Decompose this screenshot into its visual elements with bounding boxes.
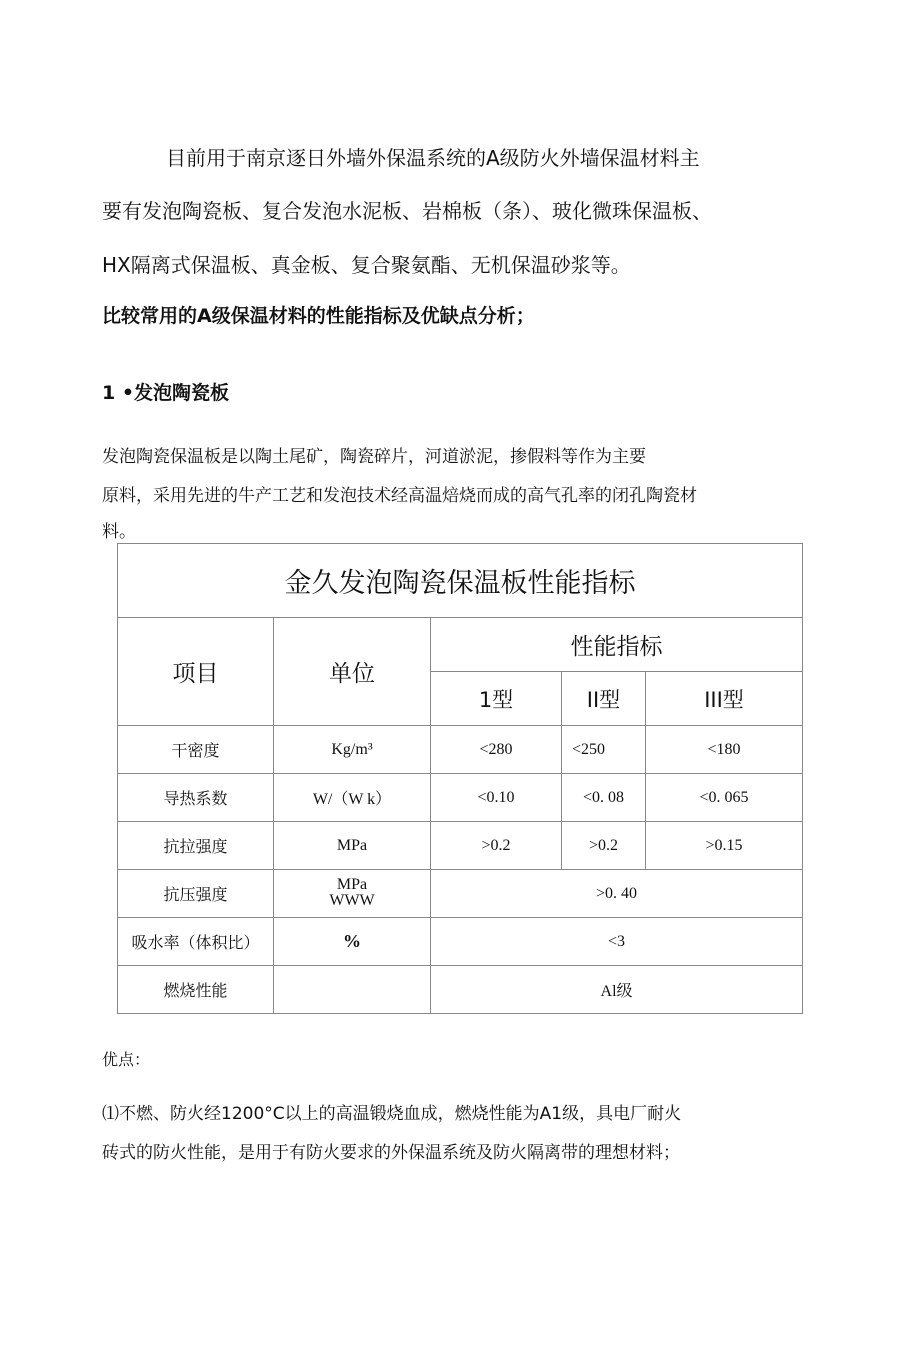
- intro-line-3: HX隔离式保温板、真金板、复合聚氨酯、无机保温砂浆等。: [102, 253, 631, 277]
- row-value-merged: <3: [431, 918, 803, 966]
- row-unit: MPa: [274, 822, 431, 870]
- table-title: 金久发泡陶瓷保温板性能指标: [118, 544, 803, 618]
- row-item: 抗拉强度: [118, 822, 274, 870]
- row-value-type-2: >0.2: [562, 822, 646, 870]
- row-unit: W/（W k）: [274, 774, 431, 822]
- row-unit: [274, 870, 431, 918]
- row-item: 抗压强度: [118, 870, 274, 918]
- analysis-heading: 比较常用的A级保温材料的性能指标及优缺点分析；: [102, 305, 535, 327]
- row-value-merged: >0. 40: [431, 870, 803, 918]
- table-row: [118, 870, 803, 918]
- unit-line-2: WWW: [329, 892, 375, 909]
- row-value-type-2: <250: [562, 726, 646, 774]
- row-item: 燃烧性能: [118, 966, 274, 1014]
- table-row: [118, 966, 803, 1014]
- header-unit: 单位: [274, 618, 431, 726]
- row-value-type-1: <280: [431, 726, 562, 774]
- row-item: 导热系数: [118, 774, 274, 822]
- header-item: 项目: [118, 618, 274, 726]
- intro-line-1: 目前用于南京逐日外墙外保温系统的A级防火外墙保温材料主: [166, 146, 700, 170]
- table-row: [118, 822, 803, 870]
- row-value-type-3: >0.15: [646, 822, 803, 870]
- table-row: [118, 726, 803, 774]
- row-unit: %: [274, 918, 431, 966]
- unit-line-1: MPa: [336, 876, 368, 893]
- row-value-type-1: <0.10: [431, 774, 562, 822]
- row-item: 吸水率（体积比）: [118, 918, 274, 966]
- section-1-desc-line-3: 料。: [102, 522, 136, 542]
- row-unit: [274, 966, 431, 1014]
- table-row: [118, 918, 803, 966]
- row-value-type-1: >0.2: [431, 822, 562, 870]
- advantages-label: 优点：: [102, 1050, 151, 1069]
- section-1-desc-line-2: 原料，采用先进的牛产工艺和发泡技术经高温焙烧而成的高气孔率的闭孔陶瓷材: [102, 486, 697, 506]
- table-row: [118, 774, 803, 822]
- section-1-heading: 1 •发泡陶瓷板: [102, 382, 229, 404]
- row-value-type-2: <0. 08: [562, 774, 646, 822]
- intro-line-2: 要有发泡陶瓷板、复合发泡水泥板、岩棉板（条）、玻化微珠保温板、: [102, 199, 712, 223]
- advantage-1-line-1: ⑴不燃、防火经1200°C以上的高温锻烧血成，燃烧性能为A1级，具电厂耐火: [102, 1104, 682, 1124]
- spec-table: [117, 543, 803, 1014]
- row-item: 干密度: [118, 726, 274, 774]
- header-performance: 性能指标: [431, 618, 803, 672]
- row-unit: Kg/m³: [274, 726, 431, 774]
- section-1-desc-line-1: 发泡陶瓷保温板是以陶土尾矿，陶瓷碎片，河道淤泥，掺假料等作为主要: [102, 447, 646, 467]
- advantage-1-line-2: 砖式的防火性能，是用于有防火要求的外保温系统及防火隔离带的理想材料；: [102, 1143, 680, 1163]
- row-value-type-3: <0. 065: [646, 774, 803, 822]
- header-type-2: II型: [562, 672, 646, 726]
- row-value-type-3: <180: [646, 726, 803, 774]
- header-type-1: 1型: [431, 672, 562, 726]
- header-type-3: III型: [646, 672, 803, 726]
- row-value-merged: Al级: [431, 966, 803, 1014]
